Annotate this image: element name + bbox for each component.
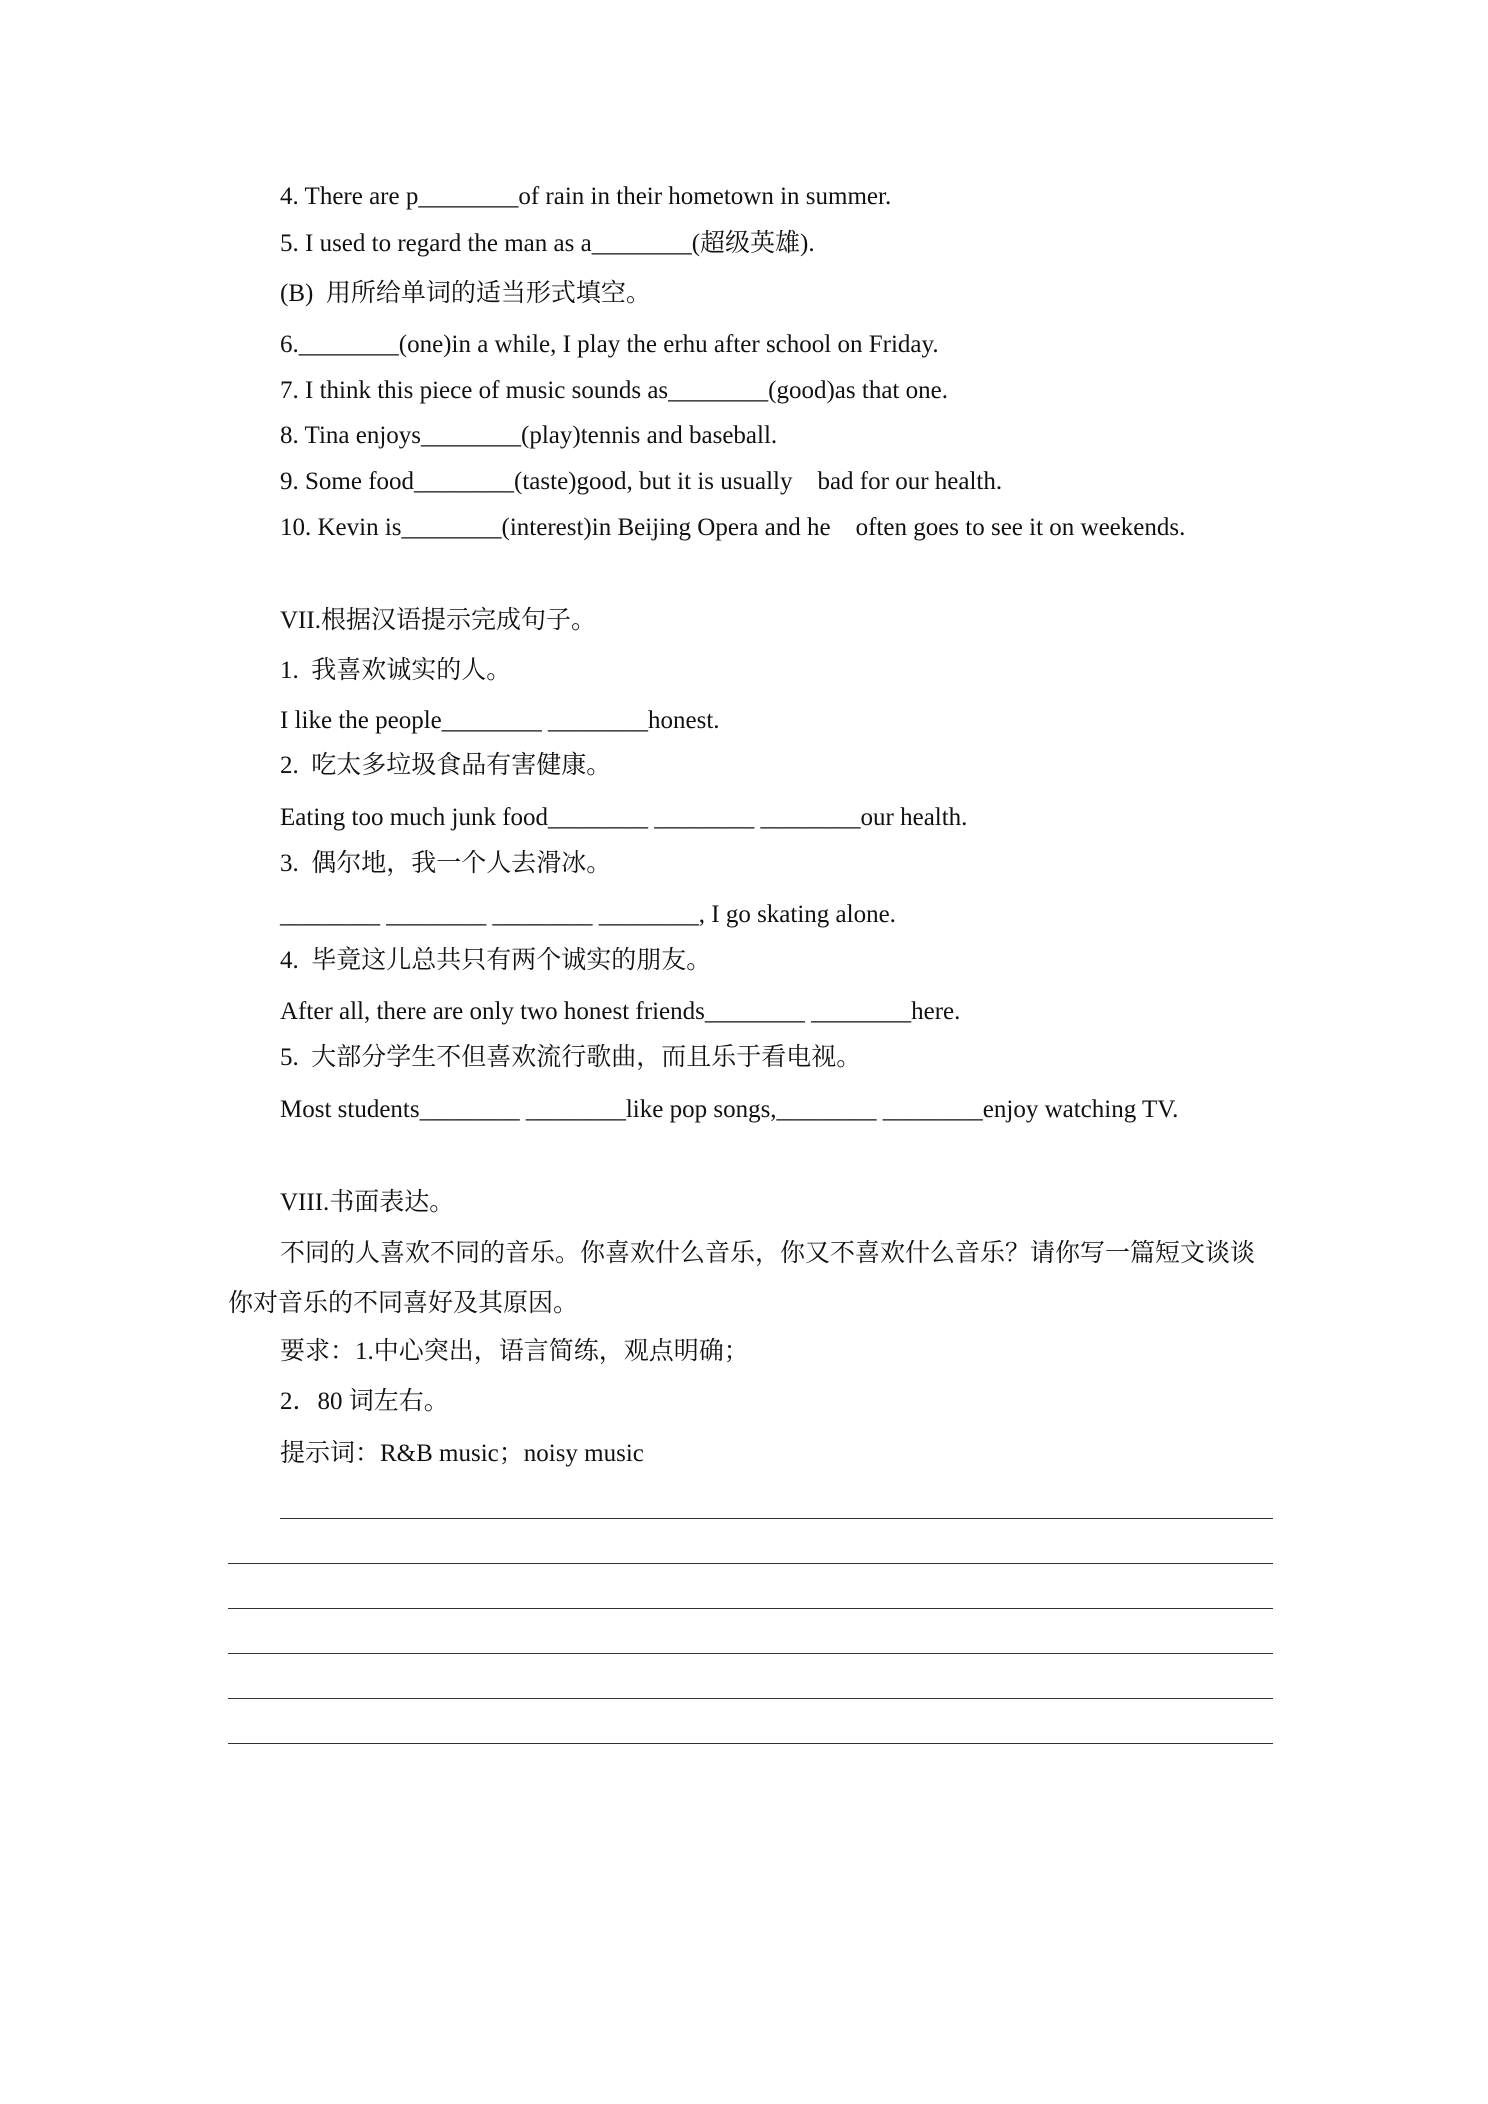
question-10: 10. Kevin is________(interest)in Beijing Opera and he often goes to see it on weekends. — [280, 514, 1186, 541]
writing-line[interactable] — [228, 1743, 1273, 1744]
translation-2-english: Eating too much junk food________ ________ ________our health. — [280, 804, 968, 831]
question-7: 7. I think this piece of music sounds as________(good)as that one. — [280, 377, 948, 404]
question-8: 8. Tina enjoys________(play)tennis and baseball. — [280, 422, 778, 449]
requirement-2: 2．80 词左右。 — [280, 1388, 449, 1415]
section-viii-heading: VIII.书面表达。 — [280, 1189, 455, 1216]
writing-line[interactable] — [228, 1608, 1273, 1609]
translation-4-chinese: 4. 毕竟这儿总共只有两个诚实的朋友。 — [280, 947, 712, 974]
section-vii-heading: VII.根据汉语提示完成句子。 — [280, 607, 596, 634]
translation-1-chinese: 1. 我喜欢诚实的人。 — [280, 657, 512, 684]
translation-2-chinese: 2. 吃太多垃圾食品有害健康。 — [280, 752, 612, 779]
writing-line[interactable] — [228, 1653, 1273, 1654]
translation-5-english: Most students________ ________like pop songs,________ ________enjoy watching TV. — [280, 1096, 1179, 1123]
hint-words: 提示词：R&B music；noisy music — [280, 1440, 644, 1467]
requirement-1: 要求：1.中心突出，语言简练，观点明确； — [280, 1338, 749, 1365]
writing-line[interactable] — [280, 1518, 1273, 1519]
question-9: 9. Some food________(taste)good, but it is usually bad for our health. — [280, 468, 1003, 495]
section-b-heading: (B) 用所给单词的适当形式填空。 — [280, 280, 651, 307]
question-5: 5. I used to regard the man as a________(超级英雄). — [280, 230, 815, 257]
translation-3-english: ________ ________ ________ ________, I go skating alone. — [280, 901, 896, 928]
question-6: 6.________(one)in a while, I play the erhu after school on Friday. — [280, 331, 939, 358]
writing-line[interactable] — [228, 1698, 1273, 1699]
question-4: 4. There are p________of rain in their hometown in summer. — [280, 183, 892, 210]
translation-4-english: After all, there are only two honest friends________ ________here. — [280, 998, 961, 1025]
writing-line[interactable] — [228, 1563, 1273, 1564]
translation-1-english: I like the people________ ________honest. — [280, 707, 720, 734]
translation-3-chinese: 3. 偶尔地，我一个人去滑冰。 — [280, 850, 612, 877]
translation-5-chinese: 5. 大部分学生不但喜欢流行歌曲，而且乐于看电视。 — [280, 1044, 862, 1071]
writing-prompt: 不同的人喜欢不同的音乐。你喜欢什么音乐，你又不喜欢什么音乐？请你写一篇短文谈谈你对音乐的不同喜好及其原因。 — [228, 1240, 1256, 1317]
